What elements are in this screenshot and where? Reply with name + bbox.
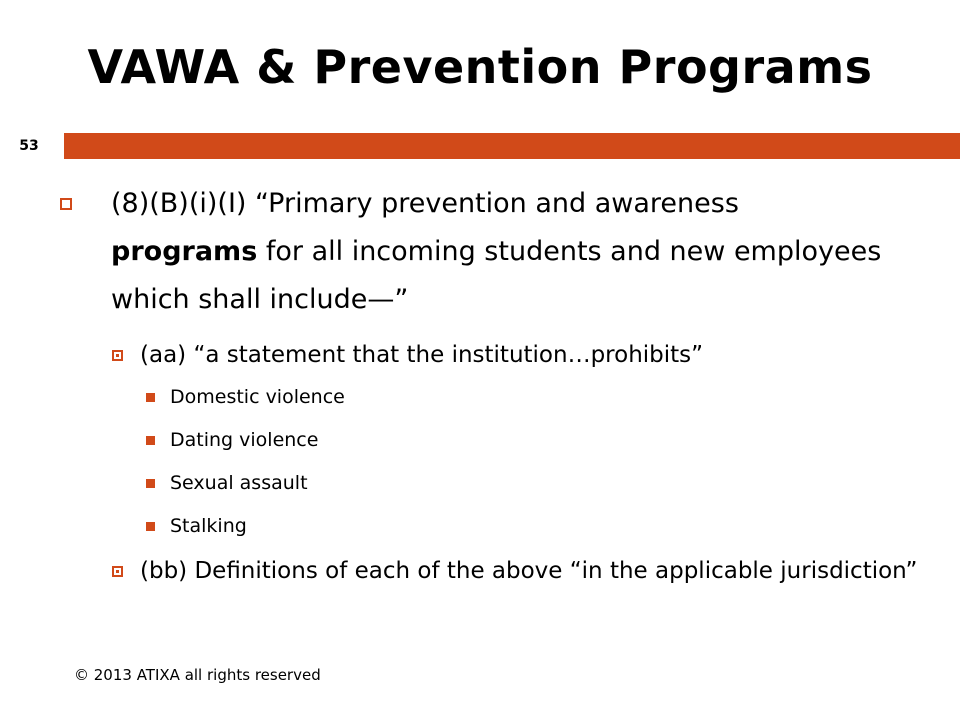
- copyright-footer: © 2013 ATIXA all rights reserved: [74, 666, 321, 684]
- hollow-square-bullet-icon: [60, 198, 72, 210]
- framed-square-bullet-icon: [112, 350, 123, 361]
- main-bullet-intro: (8)(B)(i)(I) “Primary prevention and awareness: [111, 188, 739, 219]
- sub-bullet-bb: [112, 552, 940, 590]
- sub-bullet-aa: [112, 338, 940, 372]
- slide-title: VAWA & Prevention Programs: [87, 40, 873, 94]
- list-item: [146, 376, 940, 419]
- list-item-label: Domestic violence: [170, 386, 345, 408]
- list-item: [146, 462, 940, 505]
- main-bullet-bold: programs: [111, 236, 258, 267]
- list-item-label: Stalking: [170, 515, 247, 537]
- list-item-label: Dating violence: [170, 429, 319, 451]
- sub-bullet-bb-text: (bb) Definitions of each of the above “in the applicable jurisdiction”: [140, 558, 918, 584]
- framed-square-bullet-icon: [112, 566, 123, 577]
- filled-square-bullet-icon: [146, 479, 155, 488]
- filled-square-bullet-icon: [146, 436, 155, 445]
- slide-content: [60, 180, 940, 590]
- list-item: [146, 419, 940, 462]
- slide-number: 53: [19, 138, 39, 154]
- filled-square-bullet-icon: [146, 393, 155, 402]
- filled-square-bullet-icon: [146, 522, 155, 531]
- main-bullet: [60, 180, 940, 324]
- sub-bullet-aa-text: (aa) “a statement that the institution…prohibits”: [140, 342, 704, 368]
- list-item: [146, 505, 940, 548]
- title-rule: [64, 133, 960, 159]
- list-item-label: Sexual assault: [170, 472, 308, 494]
- main-bullet-rest: for all incoming students and new employees which shall include—”: [111, 236, 882, 315]
